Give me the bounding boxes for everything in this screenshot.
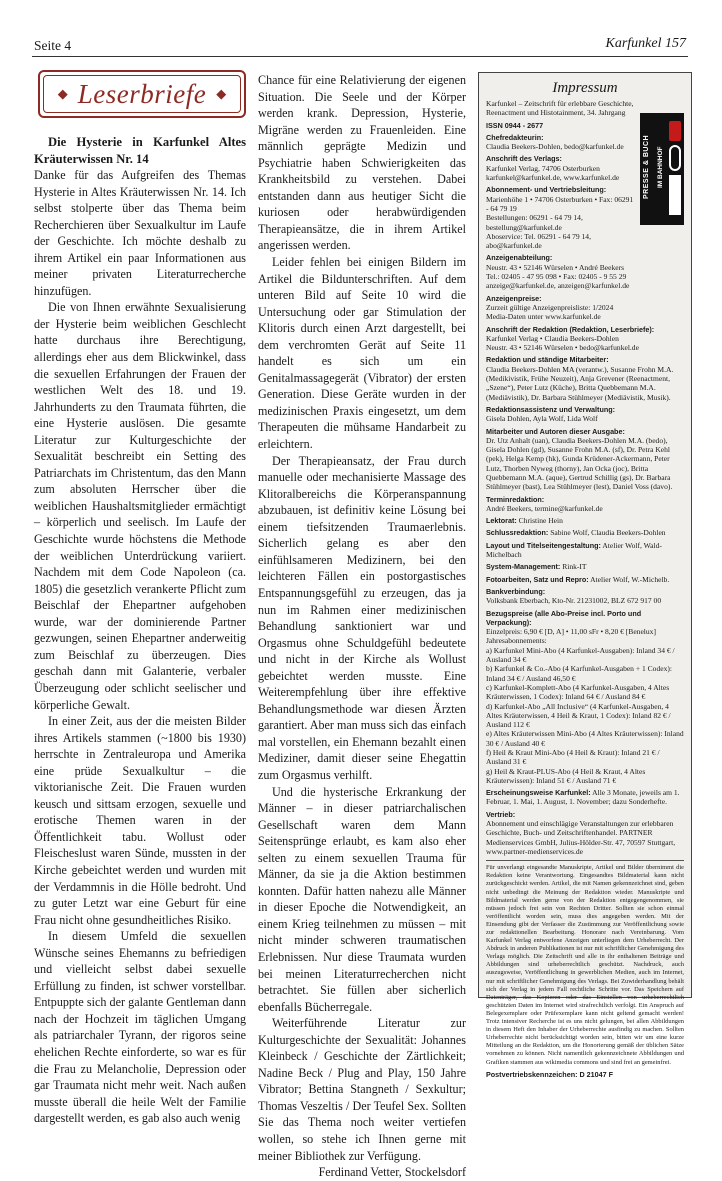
impressum-first-sections — [486, 133, 636, 251]
impressum-section-title: Mitarbeiter und Autoren dieser Ausgabe: — [486, 426, 625, 436]
impressum-section-title: Anzeigenabteilung: — [486, 253, 553, 263]
impressum-section — [486, 133, 636, 152]
impressum-section-title: Abonnement- und Vertriebsleitung: — [486, 185, 607, 195]
impressum-section-line: g) Heil & Kraut-PLUS-Abo (4 Heil & Kraut, 4 Altes Kräuterwissen): Inland 51 € / Ausland 71 € — [486, 766, 646, 785]
impressum-section-line: Aboservice: Tel. 06291 - 64 79 14, abo@karfunkel.de — [486, 231, 591, 251]
section-title: Leserbriefe — [77, 78, 207, 109]
impressum-legal-notice: Für unverlangt eingesandte Manuskripte, Artikel und Bilder übernimmt die Redaktion keine Verantwortung. Eingesandtes Bildmaterial kann nicht zurückgeschickt werden. Artikel, die mit Namen gekennzeichnet sind, geben nicht unbedingt die Meinung der Redaktion wieder. Manuskripte und Bildmaterial werden gerne von der Redaktion entgegengenommen, sie müssen jedoch frei sein von Rechten Dritter. Sollten sie schon einmal veröffentlicht worden sein, muss dies angegeben werden. Mit der Einsendung gibt der Verfasser die Zustimmung zur Veröffentlichung sowie zur redaktionellen Bearbeitung. Honorare nach Vereinbarung. Vom Karfunkel Verlag entworfene Anzeigen unterliegen dem Urheberrecht. Der Abdruck in anderen Publikationen ist nur mit schriftlicher Genehmigung des Verlags möglich. Die Zeitschrift und alle in ihr enthaltenen Beiträge und Abbildungen sind urheberrechtlich geschützt. Nachdruck, auch auszugsweise, Veröffentlichung in gewerblichen Medien, auch im Internet, nur mit schriftlicher Genehmigung des Verlags. Bei Zuwiderhandlung behält sich der Verlag in jedem Fall rechtliche Schritte vor. Das Speichern auf Datenträger, das Kopieren oder das Einstellen von urheberrechtlich geschützten Daten im Internet wird strafrechtlich verfolgt. Ein Anspruch auf Belegexemplare oder Prüfexemplare kann nicht geltend gemacht werden! Trotz intensiver Recherche ist es uns nicht gelungen, bei allen Abbildungen in diesem Heft den Inhaber der Urheberrechte ausfindig zu machen. Sollten Urheberrechte nicht berücksichtigt worden sein, bitten wir um eine kurze Mitteilung an die Redaktion, um die Honorierung gemäß der üblichen Sätze vornehmen zu können. Nicht namentlich gekennzeichnete Abbildungen und Grafiken stammen aus wikimedia commons und sind frei an gemeinfrei. — [486, 860, 684, 1066]
presse-buch-logo — [640, 113, 684, 225]
impressum-section-title: Anzeigenpreise: — [486, 293, 542, 303]
impressum-section-line: d) Karfunkel-Abo „All Inclusive“ (4 Karfunkel-Ausgaben, 4 Altes Kräuterwissen, 4 Heil & Kraut, 1 Codex): Inland 82 € / Ausland 112 € — [486, 701, 671, 730]
impressum-section-line: Christine Hein — [518, 516, 563, 526]
leserbriefe-title-box — [38, 70, 246, 118]
logo-ring-icon — [669, 145, 681, 171]
impressum-section — [486, 516, 684, 525]
impressum-section-title: Layout und Titelseitengestaltung: — [486, 540, 601, 550]
impressum-section-line: Einzelpreis: 6,90 € [D, A] • 11,00 sFr • 8,20 € [Benelux] — [486, 627, 656, 637]
impressum-section-line: Gisela Dohlen, Ayla Wolf, Lida Wolf — [486, 414, 598, 424]
impressum-section — [486, 788, 684, 807]
ornament-right-icon: ◆ — [216, 86, 227, 101]
logo-text: PRESSE & BUCH — [643, 134, 650, 200]
impressum-section-title: Anschrift der Redaktion (Redaktion, Leserbriefe): — [486, 324, 655, 334]
letter-paragraph: In diesem Umfeld die sexuellen Wünsche seines Ehemanns zu befriedigen und vielleicht selbst dabei sexuelle Erfüllung zu finden, ist schwer vorstellbar. Entpuppte sich der galante Gentleman dann nach der Hochzeit im täglichen Umgang als patriarchaler Tyrann, der rigoros seine ehelichen Rechte einforderte, so war es für die Frau zu Melancholie, Depression oder gar Traumata nicht mehr weit. Nach außen musste überall die heile Welt der Familie dargestellt werden, es gab also auch wenig — [34, 929, 246, 1126]
letter-heading: Die Hysterie in Karfunkel Altes Kräuterwissen Nr. 14 — [34, 135, 246, 166]
impressum-section-title: System-Management: — [486, 562, 561, 572]
impressum-section-title: Redaktion und ständige Mitarbeiter: — [486, 355, 609, 365]
impressum-section — [486, 355, 684, 401]
header-rule — [32, 56, 688, 57]
impressum-section-line: Claudia Beekers-Dohlen, bedo@karfunkel.de — [486, 142, 624, 152]
letter-paragraph: Und die hysterische Erkrankung der Männer – in dieser patriarchalischen Gesellschaft waren dem Mann Seitensprünge erlaubt, es kam also eher selten zu einem sexuellen Trauma für Männer, da sie ja die Aktion bestimmen konnten. Dafür hatten nahezu alle Männer in dieser Epoche die Notwendigkeit, an einem Krieg teilnehmen zu müssen – mit nicht minder schweren traumatischen Erlebnissen. Nur diese Traumata wurden bei meinen Literaturrecherchen nicht betrachtet. Sie füllen aber sicherlich ebenfalls Bücherregale. — [258, 784, 466, 1014]
impressum-title: Impressum — [552, 80, 618, 96]
impressum-section-line: Karfunkel Verlag • Claudia Beekers-Dohlen — [486, 333, 619, 343]
impressum-section-line: Tel.: 02405 - 47 95 098 • Fax: 02405 - 9 55 29 — [486, 272, 627, 282]
letter-column-2 — [258, 72, 466, 1181]
ornament-left-icon: ◆ — [57, 86, 68, 101]
impressum-section-title: Redaktionsassistenz und Verwaltung: — [486, 404, 616, 414]
impressum-section-line: f) Heil & Kraut Mini-Abo (4 Heil & Kraut): Inland 21 € / Ausland 31 € — [486, 748, 660, 767]
impressum-section — [486, 253, 684, 290]
impressum-section-line: Alle 3 Monate, jeweils am 1. Februar, 1. Mai, 1. August, 1. November; dazu Sonderhefte. — [486, 788, 680, 807]
logo-red-mark-icon — [669, 121, 681, 141]
impressum-section — [486, 541, 684, 560]
impressum-section — [486, 495, 684, 514]
impressum-postal-code: Postvertriebskennzeichen: D 21047 F — [486, 1069, 614, 1079]
impressum-section-line: Atelier Wolf, Wald-Michelbach — [486, 540, 662, 560]
impressum-section-line: André Beekers, termine@karfunkel.de — [486, 503, 603, 513]
logo-text-2: IM BAHNHOF — [657, 146, 664, 188]
impressum-section-line: b) Karfunkel & Co.-Abo (4 Karfunkel-Ausgaben + 1 Codex): Inland 34 € / Ausland 46,50 € — [486, 664, 672, 683]
impressum-section-line: Neustr. 43 • 52146 Würselen • bedo@karfunkel.de — [486, 343, 639, 353]
impressum-section — [486, 528, 684, 537]
impressum-section-title: Terminredaktion: — [486, 494, 545, 504]
impressum-section — [486, 405, 684, 424]
impressum-section — [486, 427, 684, 492]
impressum-section-line: e) Altes Kräuterwissen Mini-Abo (4 Altes Kräuterwissen): Inland 30 € / Ausland 40 € — [486, 729, 684, 748]
impressum-section — [486, 154, 636, 182]
impressum-top — [486, 99, 684, 250]
impressum-section-line: Zurzeit gültige Anzeigenpreisliste: 1/2024 — [486, 302, 614, 312]
impressum-section-line: Dr. Utz Anhalt (uan), Claudia Beekers-Dohlen M.A. (bedo), Gisela Dohlen (gd), Susanne Frohn M.A. (sf), Dr. Petra Kehl (pek), Helga Kemp (hk), Gunda Krüdener-Ackermann, Peter Lutz, Thorben Nyweg (thorny), Jan Ocka (joc), Britta Quebbemann M.A. (aque), Gertrud Schillig (gs), Dr. Barbara Stühlmeyer (bast), Lea Stühlmeyer (lest), Daniel Voss (davo). — [486, 435, 673, 492]
impressum-section-title: Anschrift des Verlags: — [486, 154, 562, 164]
impressum-section-title: Chefredakteurin: — [486, 132, 544, 142]
impressum-section-title: Lektorat: — [486, 516, 517, 526]
impressum-section-title: Bankverbindung: — [486, 586, 546, 596]
page-number: Seite 4 — [34, 38, 72, 53]
impressum-section — [486, 609, 684, 786]
impressum-section-line: Abonnement und einschlägige Veranstaltungen zur erlebbaren Geschichte, Buch- und Zeitschriftenhandel. PARTNER Medienservices GmbH, Julius-Hölder-Str. 47, 70597 Stuttgart, www.partner-medienservices.de — [486, 819, 676, 856]
impressum-section-line: Jahresabonnements: — [486, 636, 547, 646]
impressum-section-line: Atelier Wolf, W.-Michelb. — [590, 574, 670, 584]
impressum-section — [486, 587, 684, 606]
impressum-section-line: Marienhöhe 1 • 74706 Osterburken • Fax: 06291 - 64 79 19 — [486, 194, 634, 213]
impressum-section-line: Sabine Wolf, Claudia Beekers-Dohlen — [550, 528, 666, 538]
impressum-section-title: Bezugspreise (alle Abo-Preise incl. Porto und Verpackung): — [486, 608, 642, 627]
impressum-section-line: c) Karfunkel-Komplett-Abo (4 Karfunkel-Ausgaben, 4 Altes Kräuterwissen, 1 Codex): Inland 64 € / Ausland 84 € — [486, 682, 670, 702]
impressum-section-line: Neustr. 43 • 52146 Würselen • André Beekers — [486, 262, 625, 272]
letter-paragraph: Leider fehlen bei einigen Bildern im Artikel die Bildunterschriften. Auf dem unteren Bild auf Seite 10 wird die Untersuchung oder gar Stimulation der Klitoris durch einen Arzt dargestellt, bei dem verchromten Gerät auf Seite 11 handelt es sich um ein Genitalmassagegerät (Vibrator) der ersten Generation. Diese Geräte wurden in der medizinischen Praxis eingesetzt, um dem Therapeuten die mühsame Handarbeit zu erleichtern. — [258, 255, 466, 452]
impressum-section-line: Media-Daten unter www.karfunkel.de — [486, 312, 601, 322]
impressum-box — [478, 72, 692, 1079]
impressum-section-line: karfunkel@karfunkel.de, www.karfunkel.de — [486, 173, 620, 183]
impressum-intro: Karfunkel – Zeitschrift für erlebbare Geschichte, Reenactment und Histotainment, 34. Jahrgang — [486, 99, 634, 118]
impressum-section-line: Rink-IT — [562, 562, 587, 572]
logo-bar-icon — [669, 175, 681, 215]
impressum-section — [486, 185, 636, 250]
impressum-section-title: Vertrieb: — [486, 809, 516, 819]
impressum-section-line: anzeige@karfunkel.de, anzeigen@karfunkel.de — [486, 281, 630, 291]
impressum-section-line: Claudia Beekers-Dohlen MA (verantw.), Susanne Frohn M.A. (Medikivistik, Frühe Neuzeit), Anja Grevener (Reenactment, „Szene“), Peter Lutz (Küche), Britta Quebbemann M.A. (Mediävistik), Dr. Barbara Stühlmeyer (Mediävistik, Musik). — [486, 364, 674, 402]
letter-signature: Ferdinand Vetter, Stockelsdorf — [318, 1165, 466, 1180]
letter-paragraph: Danke für das Aufgreifen des Themas Hysterie in Altes Kräuterwissen Nr. 14. Ich selbst stolperte über das Thema beim Recherchieren über Sexualkultur im Laufe der Geschichte. Ich möchte deshalb zu ihrem Artikel ein paar Informationen aus meiner privaten Literaturrecherche hinzufügen. — [34, 168, 246, 298]
letter-column-1 — [34, 134, 246, 1127]
impressum-section-line: Karfunkel Verlag, 74706 Osterburken — [486, 163, 600, 173]
letter-paragraph: Weiterführende Literatur zur Kulturgeschichte der Sexualität: Johannes Kleinbeck / Geschichte der Zärtlichkeit; Nadine Beck / Plug and Play, 150 Jahre Vibrator; Bettina Stangneth / Sexkultur; Thomas Veszeltis / Der Teufel Sex. Sollten Sie das Thema noch weiter vertiefen wollen, so stehe ich Ihnen gerne mit meiner Bibliothek zur Verfügung. — [258, 1016, 466, 1163]
impressum-issn: ISSN 0944 - 2677 — [486, 120, 544, 130]
impressum-section-line: Volksbank Eberbach, Kto-Nr. 21231002, BLZ 672 917 00 — [486, 596, 662, 606]
impressum-section — [486, 294, 684, 322]
impressum-section — [486, 562, 684, 571]
impressum-section-title: Erscheinungsweise Karfunkel: — [486, 788, 591, 798]
letter-paragraph: Chance für eine Relativierung der eigenen Situation. Die Seele und der Körper werden krank. Depression, Hysterie, Migräne werden zu Frauenleiden. Eine männlich geprägte Medizin und Psychiatrie haben Schwierigkeiten das Krankheitsbild zu verstehen. Dabei entstanden dann aus heutiger Sicht die kuriosen oder herabwürdigenden Therapieansätze, die in ihrem Artikel angerissen werden. — [258, 73, 466, 253]
impressum-section-line: Bestellungen: 06291 - 64 79 14, bestellung@karfunkel.de — [486, 213, 583, 232]
impressum-sections — [486, 253, 684, 856]
impressum-section — [486, 810, 684, 856]
letter-paragraph: Die von Ihnen erwähnte Sexualisierung der Hysterie beim weiblichen Geschlecht hatte durchaus ihre Berechtigung, allerdings eher aus dem Blickwinkel, dass die sexuellen Erfahrungen der Frauen der westlichen Welt des 18. und 19. Jahrhunderts zu den Traumata führten, die eine Hysterie auslösen. Die gesamte Literatur zur Kulturgeschichte der Sexualität beschreibt ein Setting des Patriarchats im Christentum, das den Mann zum absoluten Herrscher über die weiblichen Haushaltsmitglieder ermächtigt – körperlich und seelisch. Im Laufe der Geschichte wurde höchstens die Methode der weiblichen Unterdrückung variiert. Nachdem mit dem Code Napoleon (ca. 1805) die gesetzlich verankerte Pflicht zum Beischlaf der Ehepartner aufgehoben wurde, war der dominierende Partner gezwungen, seinen Ehepartner anderweitig zum Beischlaf zu überzeugen. Dies geschah dann mit Galanterie, verbaler Überzeugung oder schlicht seelischer und körperliche Gewalt. — [34, 300, 246, 712]
impressum-section-line: a) Karfunkel Mini-Abo (4 Karfunkel-Ausgaben): Inland 34 € / Ausland 34 € — [486, 645, 675, 665]
impressum-section — [486, 575, 684, 584]
impressum-intro-block — [486, 99, 636, 250]
impressum-section-title: Schlussredaktion: — [486, 528, 549, 538]
letter-paragraph: Der Therapieansatz, der Frau durch manuelle oder mechanisierte Massage des Klitoralbereichs die Körperanspannung abzubauen, ist definitiv keine Lösung bei einem tiefsitzenden Traumaerlebnis. Sicherlich gelang es aber den einfühlsameren Medizinern, bei den leichteren Fällen ein postorgastisches Entspannungsgefühl zu erzeugen, das ja nun im Rahmen einer medizinischen Behandlung sanktioniert war und Orgasmus ohne Schuldgefühl bedeutete und nicht in der Kirche als Wollust gebeichtet werden musste. Eine Weiterempfehlung über ihre effektive Behandlungsmethode war diesen Ärzten garantiert. Aber man muss sich das einfach mal vorstellen, ein Ehemann bezahlt einen Mediziner, damit dieser seine Ehegattin zum Orgasmus verhilft. — [258, 453, 466, 782]
impressum-section — [486, 325, 684, 353]
impressum-section-title: Fotoarbeiten, Satz und Repro: — [486, 574, 589, 584]
letter-paragraph: In einer Zeit, aus der die meisten Bilder ihres Artikels stammen (~1800 bis 1930) herrschte in Zentraleuropa und Amerika eine prüde Sexualkultur – die viktorianische Zeit. Die Frauen wurden keusch und sittsam erzogen, sexuelle und erotische Themen waren in der Öffentlichkeit tabu. Wollust oder Fleischeslust waren Sünde, mussten in der Kirche gebeichtet werden und wurden mit der Verdammnis in die Hölle bedroht. Und zu guter Letzt war eine Geburt für eine Frau nicht ohne gesundheitliches Risiko. — [34, 714, 246, 927]
magazine-issue-label: Karfunkel 157 — [605, 36, 686, 51]
